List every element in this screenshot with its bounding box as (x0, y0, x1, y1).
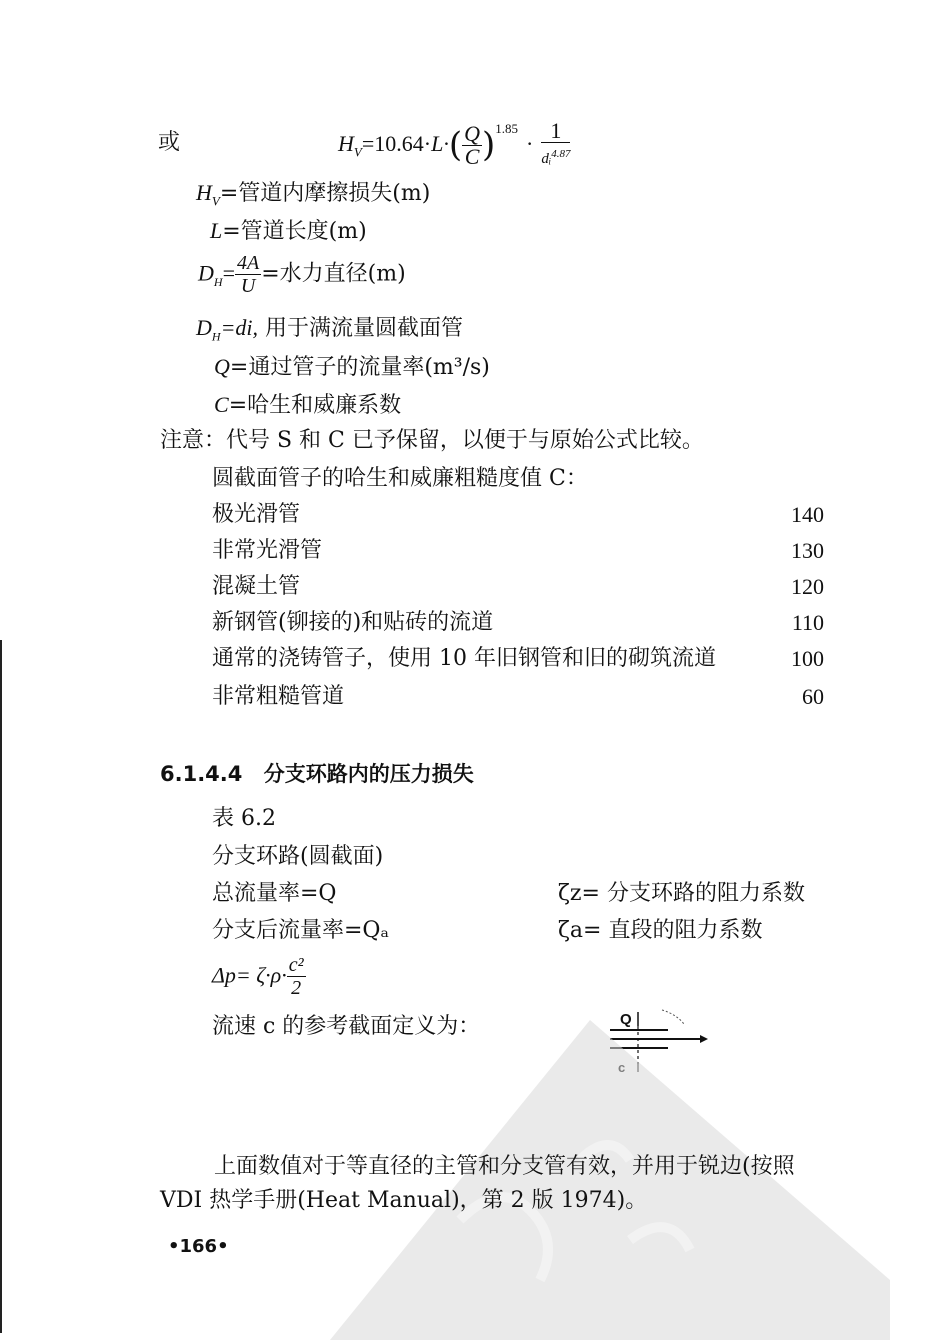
scan-edge-line (0, 640, 2, 1333)
main-formula: $H_V=10.64\cdot L\cdot$( $\frac{Q}{C}$ )$^{1.85}$· $\frac{1}{dᵢ^{4.87}}$ (338, 118, 571, 169)
formula-prefix: 或 (158, 130, 181, 155)
diagram-q-label: Q (620, 1011, 632, 1028)
roughness-row-label: 新钢管(铆接的)和贴砖的流道 (212, 610, 494, 635)
total-flow: 总流量率=Q (212, 881, 337, 906)
section-heading (160, 758, 474, 788)
zeta-a-definition: ζa= 直段的阻力系数 (558, 918, 763, 943)
roughness-row-label: 混凝土管 (212, 574, 301, 599)
closing-line-2: VDI 热学手册(Heat Manual)，第 2 版 1974)。 (160, 1188, 648, 1213)
roughness-row-label: 非常粗糙管道 (212, 684, 345, 709)
roughness-row-label: 极光滑管 (212, 502, 301, 527)
zeta-z-definition: ζz= 分支环路的阻力系数 (558, 881, 805, 906)
section-title: 分支环路内的压力损失 (263, 762, 474, 786)
note-text: 注意：代号 S 和 C 已予保留，以便于与原始公式比较。 (160, 428, 704, 453)
roughness-row-label: 非常光滑管 (212, 538, 323, 563)
roughness-row-label: 通常的浇铸管子，使用 10 年旧钢管和旧的砌筑流道 (212, 646, 716, 671)
roughness-row-value: 140 (791, 502, 824, 527)
def-c: C=哈生和威廉系数 (214, 392, 402, 418)
roughness-row-value: 60 (802, 684, 824, 709)
def-q: Q=通过管子的流量率(m³/s) (214, 354, 490, 380)
def-l: L=管道长度(m) (210, 218, 367, 244)
velocity-definition: 流速 c 的参考截面定义为： (212, 1014, 481, 1039)
closing-line-1: 上面数值对于等直径的主管和分支管有效，并用于锐边(按照 (214, 1154, 795, 1179)
table-subtitle: 分支环路(圆截面) (212, 844, 384, 869)
pressure-loss-formula: Δp= ζ·ρ· $\frac{\text{c²}}{2}$ (212, 954, 304, 999)
page-number: •166• (168, 1236, 229, 1257)
table-label: 表 6.2 (212, 806, 276, 831)
def-hv: $H_V=$管道内摩擦损失(m) (196, 180, 431, 209)
def-dh-fraction: $D_H=$ $\frac{4A}{U}$ =水力直径(m) (198, 252, 406, 297)
roughness-row-value: 100 (791, 646, 824, 671)
def-dh-di: $D_H=di$, 用于满流量圆截面管 (196, 315, 464, 344)
branch-flow: 分支后流量率=Qₐ (212, 918, 389, 943)
roughness-row-value: 130 (791, 538, 824, 563)
roughness-heading: 圆截面管子的哈生和威廉粗糙度值 C： (212, 466, 588, 491)
roughness-row-value: 110 (791, 610, 824, 635)
roughness-row-value: 120 (791, 574, 824, 599)
section-number: 6.1.4.4 (160, 762, 243, 786)
